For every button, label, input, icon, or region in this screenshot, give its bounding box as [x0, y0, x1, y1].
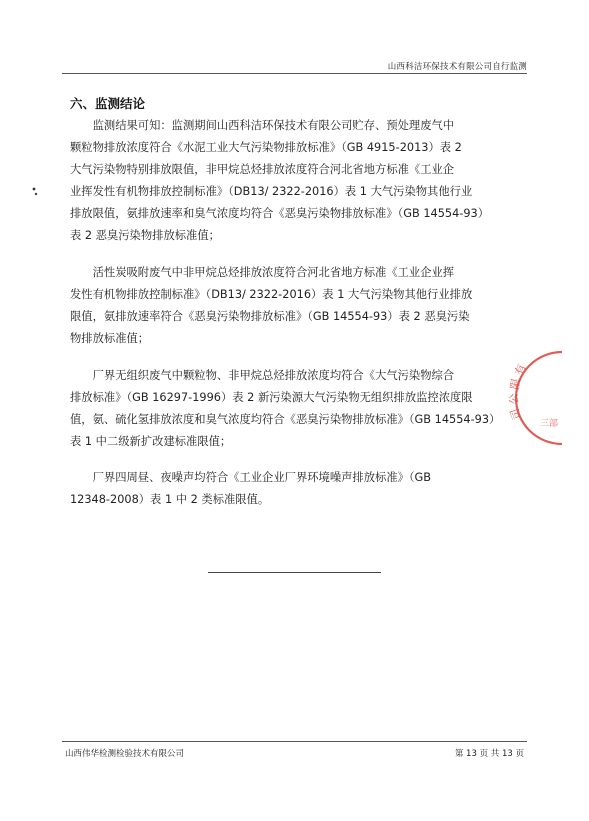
- paragraph-line: 物排放标准值；: [70, 332, 150, 346]
- header-company: 山西科洁环保技术有限公司自行监测: [387, 62, 527, 72]
- paragraph-line: 厂界无组织废气中颗粒物、非甲烷总烃排放浓度均符合《大气污染物综合: [70, 369, 455, 382]
- header-divider: [62, 73, 527, 74]
- paragraph-line: 业挥发性有机物排放控制标准》（DB13/ 2322-2016）表 1 大气污染物其他行业: [70, 185, 473, 199]
- paragraph-line: 监测结果可知：监测期间山西科洁环保技术有限公司贮存、预处理废气中: [70, 119, 455, 132]
- paragraph-line: 颗粒物排放浓度符合《水泥工业大气污染物排放标准》（GB 4915-2013）表 2: [70, 141, 462, 155]
- paragraph-line: 厂界四周昼、夜噪声均符合《工业企业厂界环境噪声排放标准》（GB: [70, 471, 432, 484]
- paragraph-line: 表 1 中二级新扩改建标准限值；: [70, 435, 232, 449]
- svg-text:司: 司: [507, 406, 524, 422]
- paragraph-line: 发性有机物排放控制标准》（DB13/ 2322-2016）表 1 大气污染物其他行业排放: [70, 288, 473, 302]
- footer-divider: [62, 741, 527, 742]
- section-title: 六、监测结论: [70, 96, 146, 111]
- conclusion-paragraph-3: [70, 365, 522, 453]
- svg-text:有: 有: [512, 362, 529, 378]
- paragraph-line: 活性炭吸附废气中非甲烷总烃排放浓度符合河北省地方标准《工业企业挥: [70, 266, 455, 279]
- paragraph-line: 排放限值，氨排放速率和臭气浓度均符合《恶臭污染物排放标准》（GB 14554-93）: [70, 207, 490, 221]
- paragraph-line: 12348-2008）表 1 中 2 类标准限值。: [70, 493, 270, 507]
- paragraph-line: 排放标准》（GB 16297-1996）表 2 新污染源大气污染物无组织排放监控浓度限: [70, 391, 473, 405]
- paragraph-line: 值，氨、硫化氢排放浓度和臭气浓度均符合《恶臭污染物排放标准》（GB 14554-93）: [70, 413, 501, 427]
- conclusion-paragraph-4: [70, 467, 522, 511]
- page-number: 第 13 页 共 13 页: [454, 749, 524, 759]
- paragraph-line: 表 2 恶臭污染物排放标准值；: [70, 229, 220, 243]
- company-seal-stamp: [498, 350, 572, 446]
- conclusion-paragraph-1: [70, 115, 522, 248]
- svg-text:三部: 三部: [540, 419, 559, 429]
- end-of-text-rule: [208, 572, 381, 573]
- conclusion-paragraph-2: [70, 262, 522, 350]
- paragraph-line: 限值，氨排放速率符合《恶臭污染物排放标准》（GB 14554-93）表 2 恶臭污染: [70, 310, 470, 324]
- svg-text:公: 公: [507, 392, 521, 405]
- paragraph-line: 大气污染物特别排放限值，非甲烷总烃排放浓度符合河北省地方标准《工业企: [70, 163, 455, 177]
- scan-speck: [31, 186, 39, 198]
- footer-organization: 山西伟华检测检验技术有限公司: [65, 749, 185, 759]
- svg-text:限: 限: [508, 377, 523, 391]
